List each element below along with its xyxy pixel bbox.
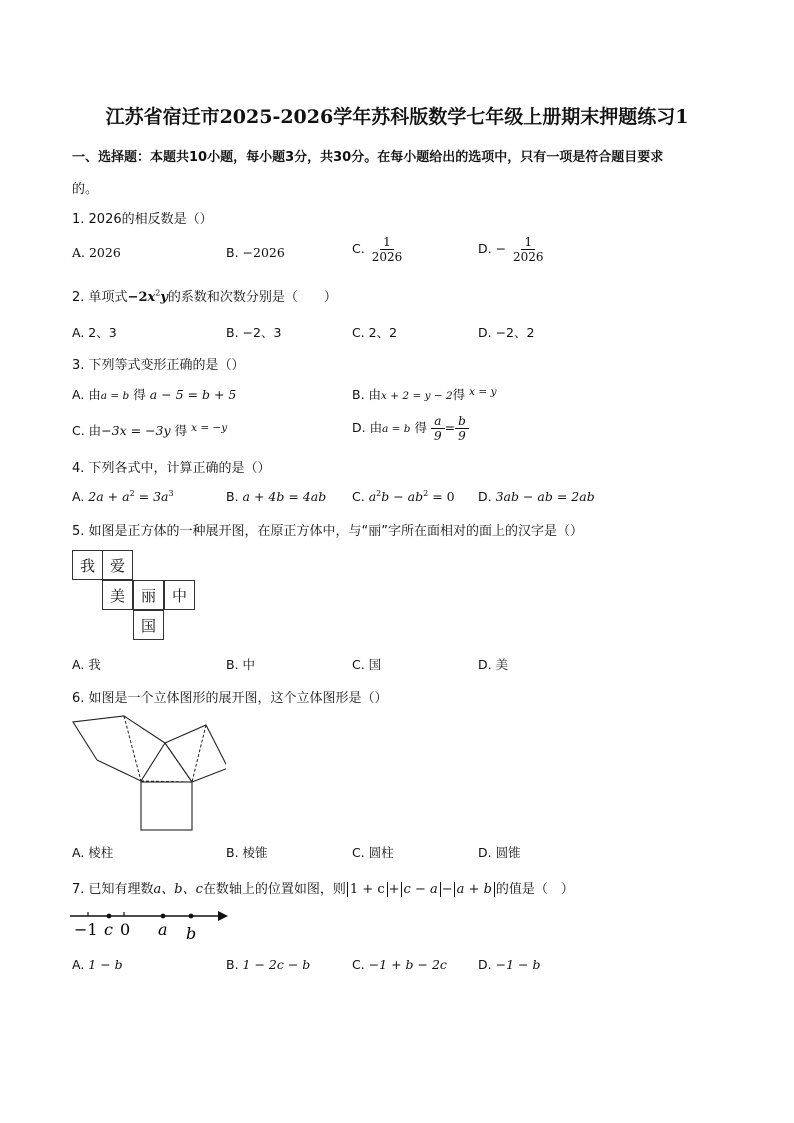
q6-option-d: D. 圆锥 — [478, 845, 521, 860]
q1-option-b: B. −2026 — [226, 245, 285, 260]
label-zero: 0 — [120, 920, 131, 939]
question-5-stem: 5. 如图是正方体的一种展开图，在原正方体中，与“丽”字所在面相对的面上的汉字是（） — [72, 524, 584, 539]
net-bottom-square — [141, 782, 192, 830]
net-left-face-bottom — [97, 760, 141, 781]
abs-value-3: a + b — [454, 882, 495, 897]
q3-option-b: B. 由x + 2 = y − 2得 $^{x = y}$ — [352, 386, 497, 402]
net-cell-wo: 我 — [72, 550, 103, 580]
q7-option-a: A. 1 − b — [72, 957, 123, 972]
q2-option-b: B. −2、3 — [226, 325, 282, 340]
net-cell-li: 丽 — [133, 580, 164, 610]
arrow-icon — [218, 911, 228, 921]
q3-option-a: A. 由a = b 得 a − 5 = b + 5 — [72, 387, 237, 402]
q4-option-b: B. a + 4b = 4ab — [226, 489, 327, 504]
fraction: $\frac{b}{9}$ — [455, 414, 469, 443]
point-c — [107, 914, 112, 919]
q3-option-d: D. 由a = b 得 $\frac{a}{9}$ = $\frac{b}{9}$ — [352, 414, 469, 443]
q4-option-a: A. $2a + a^2 = 3a^3$ — [72, 489, 174, 505]
question-6-stem: 6. 如图是一个立体图形的展开图，这个立体图形是（） — [72, 691, 388, 706]
number-line-figure — [68, 905, 238, 945]
fraction: $\frac{1}{2026}$ — [513, 235, 544, 264]
label-minus-one: −1 — [74, 920, 98, 939]
page-title: 江苏省宿迁市2025-2026学年苏科版数学七年级上册期末押题练习1 — [105, 106, 689, 128]
q5-option-b: B. 中 — [226, 657, 256, 672]
q2-option-c: C. 2、2 — [352, 325, 398, 340]
fraction: $\frac{1}{2026}$ — [371, 235, 403, 264]
question-2-stem: 2. 单项式$-2x^2y$的系数和次数分别是（ ） — [72, 288, 337, 305]
question-1-stem: 1. 2026的相反数是（） — [72, 212, 213, 227]
net-fold-right-face — [192, 725, 206, 782]
net-cell-zhong: 中 — [164, 580, 195, 610]
question-3-stem: 3. 下列等式变形正确的是（） — [72, 358, 245, 373]
q6-option-b: B. 棱锥 — [226, 845, 268, 860]
fraction: $\frac{a}{9}$ — [431, 414, 445, 443]
q5-option-d: D. 美 — [478, 657, 509, 672]
q1-option-d: D. − $\frac{1}{2026}$ — [478, 235, 547, 264]
q4-option-c: C. $a^2b - ab^2 = 0$ — [352, 489, 455, 505]
label-c: c — [104, 920, 113, 939]
q6-option-c: C. 圆柱 — [352, 845, 394, 860]
abs-value-2: c − a — [401, 882, 441, 897]
point-b — [189, 914, 194, 919]
q6-option-a: A. 棱柱 — [72, 845, 114, 860]
q3-option-c: C. 由−3x = −3y 得 $^{x = -y}$ — [72, 422, 228, 438]
net-cell-ai: 爱 — [102, 550, 133, 580]
label-b: b — [186, 924, 197, 943]
q7-option-c: C. −1 + b − 2c — [352, 957, 447, 972]
q1-option-c: C. $\frac{1}{2026}$ — [352, 235, 405, 264]
net-left-face-outer — [73, 716, 165, 760]
section-header-line2: 的。 — [72, 182, 99, 197]
q4-option-d: D. 3ab − ab = 2ab — [478, 489, 595, 504]
abs-value-1: 1 + c — [347, 882, 388, 897]
label-a: a — [158, 920, 168, 939]
q7-option-d: D. −1 − b — [478, 957, 541, 972]
net-cell-mei: 美 — [102, 580, 133, 610]
net-right-face-outer — [165, 725, 226, 782]
q7-option-b: B. 1 − 2c − b — [226, 957, 311, 972]
section-header-line1: 一、选择题：本题共10小题，每小题3分，共30分。在每小题给出的选项中，只有一项是符合题目要求 — [72, 150, 664, 165]
q2-option-a: A. 2、3 — [72, 325, 117, 340]
q5-option-a: A. 我 — [72, 657, 101, 672]
q5-option-c: C. 国 — [352, 657, 382, 672]
q1-option-a: A. 2026 — [72, 245, 121, 260]
question-7-stem: 7. 已知有理数a、b、c在数轴上的位置如图，则 1 + c + c − a − a + b 的值是（ ） — [72, 882, 574, 897]
q2-option-d: D. −2、2 — [478, 325, 535, 340]
prism-net-figure — [66, 710, 226, 835]
net-triangle-left-edge — [141, 743, 165, 781]
net-cell-guo: 国 — [133, 610, 164, 640]
question-4-stem: 4. 下列各式中，计算正确的是（） — [72, 461, 271, 476]
point-a — [161, 914, 166, 919]
